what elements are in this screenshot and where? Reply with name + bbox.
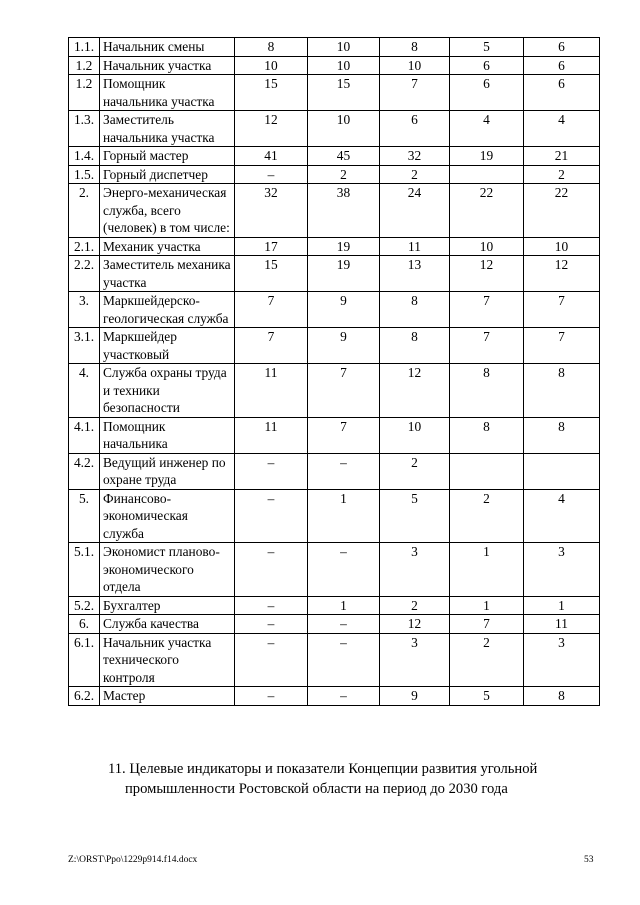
value-cell: 10: [380, 56, 450, 75]
position-name: Финансово-экономическая служба: [100, 489, 235, 543]
table-row: [69, 237, 600, 256]
position-name: Начальник участка: [100, 56, 235, 75]
value-cell: 1: [524, 596, 600, 615]
value-cell: 7: [308, 417, 380, 453]
table-row: [69, 633, 600, 687]
table-row: [69, 543, 600, 597]
value-cell: 22: [450, 184, 524, 238]
value-cell: 2: [380, 596, 450, 615]
value-cell: 12: [380, 615, 450, 634]
value-cell: –: [235, 687, 308, 706]
value-cell: 6: [524, 56, 600, 75]
value-cell: 1: [450, 596, 524, 615]
value-cell: 22: [524, 184, 600, 238]
table-row: [69, 615, 600, 634]
value-cell: 5: [450, 687, 524, 706]
value-cell: 6: [524, 75, 600, 111]
row-number: 6.2.: [69, 687, 100, 706]
value-cell: 10: [308, 111, 380, 147]
position-name: Мастер: [100, 687, 235, 706]
row-number: 2.1.: [69, 237, 100, 256]
value-cell: 2: [380, 453, 450, 489]
value-cell: 4: [524, 111, 600, 147]
value-cell: 11: [380, 237, 450, 256]
value-cell: 9: [308, 292, 380, 328]
value-cell: 8: [524, 364, 600, 418]
page-number: 53: [584, 855, 594, 865]
position-name: Начальник смены: [100, 38, 235, 57]
value-cell: 8: [235, 38, 308, 57]
table-row: [69, 328, 600, 364]
position-name: Горный мастер: [100, 147, 235, 166]
value-cell: 8: [450, 364, 524, 418]
position-name: Помощник начальника: [100, 417, 235, 453]
value-cell: –: [235, 453, 308, 489]
value-cell: 11: [524, 615, 600, 634]
value-cell: –: [235, 543, 308, 597]
position-name: Экономист планово-экономического отдела: [100, 543, 235, 597]
value-cell: 10: [235, 56, 308, 75]
value-cell: 6: [450, 56, 524, 75]
value-cell: 8: [380, 292, 450, 328]
value-cell: 6: [380, 111, 450, 147]
value-cell: 19: [308, 256, 380, 292]
position-name: Служба качества: [100, 615, 235, 634]
row-number: 6.: [69, 615, 100, 634]
position-name: Служба охраны труда и техники безопасности: [100, 364, 235, 418]
table-row: [69, 147, 600, 166]
value-cell: 6: [450, 75, 524, 111]
position-name: Энерго-механическая служба, всего (человек) в том числе:: [100, 184, 235, 238]
value-cell: 24: [380, 184, 450, 238]
table-row: [69, 687, 600, 706]
value-cell: –: [308, 615, 380, 634]
value-cell: [450, 453, 524, 489]
row-number: 3.1.: [69, 328, 100, 364]
value-cell: –: [235, 596, 308, 615]
value-cell: 2: [450, 633, 524, 687]
row-number: 5.: [69, 489, 100, 543]
table-row: [69, 292, 600, 328]
value-cell: 7: [524, 328, 600, 364]
position-name: Бухгалтер: [100, 596, 235, 615]
row-number: 4.2.: [69, 453, 100, 489]
value-cell: 19: [450, 147, 524, 166]
value-cell: 3: [524, 633, 600, 687]
position-name: Начальник участка технического контроля: [100, 633, 235, 687]
row-number: 3.: [69, 292, 100, 328]
value-cell: 8: [380, 328, 450, 364]
row-number: 2.: [69, 184, 100, 238]
section-heading-line-1: 11. Целевые индикаторы и показатели Концепции развития угольной: [108, 761, 538, 777]
value-cell: 15: [235, 256, 308, 292]
position-name: Механик участка: [100, 237, 235, 256]
value-cell: [524, 453, 600, 489]
table-row: [69, 256, 600, 292]
row-number: 4.: [69, 364, 100, 418]
table-row: [69, 596, 600, 615]
value-cell: 15: [308, 75, 380, 111]
row-number: 1.4.: [69, 147, 100, 166]
table-row: [69, 184, 600, 238]
row-number: 2.2.: [69, 256, 100, 292]
value-cell: 19: [308, 237, 380, 256]
section-heading: [108, 759, 578, 799]
value-cell: 7: [235, 328, 308, 364]
value-cell: 2: [524, 165, 600, 184]
value-cell: 5: [450, 38, 524, 57]
row-number: 1.2: [69, 75, 100, 111]
value-cell: 5: [380, 489, 450, 543]
value-cell: 41: [235, 147, 308, 166]
row-number: 1.3.: [69, 111, 100, 147]
value-cell: –: [308, 543, 380, 597]
value-cell: 7: [308, 364, 380, 418]
row-number: 6.1.: [69, 633, 100, 687]
row-number: 1.5.: [69, 165, 100, 184]
value-cell: 12: [235, 111, 308, 147]
value-cell: 7: [524, 292, 600, 328]
value-cell: 8: [380, 38, 450, 57]
value-cell: 12: [380, 364, 450, 418]
value-cell: 6: [524, 38, 600, 57]
value-cell: –: [235, 615, 308, 634]
table-row: [69, 165, 600, 184]
value-cell: 10: [380, 417, 450, 453]
value-cell: 2: [308, 165, 380, 184]
value-cell: 1: [450, 543, 524, 597]
table-row: [69, 453, 600, 489]
value-cell: 7: [450, 292, 524, 328]
value-cell: 7: [450, 328, 524, 364]
value-cell: 9: [308, 328, 380, 364]
value-cell: 3: [380, 633, 450, 687]
table-row: [69, 56, 600, 75]
position-name: Маркшейдерско-геологическая служба: [100, 292, 235, 328]
table-body: [69, 38, 600, 706]
value-cell: 8: [524, 417, 600, 453]
value-cell: –: [235, 489, 308, 543]
row-number: 4.1.: [69, 417, 100, 453]
value-cell: 7: [380, 75, 450, 111]
table-row: [69, 417, 600, 453]
value-cell: 15: [235, 75, 308, 111]
value-cell: [450, 165, 524, 184]
value-cell: 9: [380, 687, 450, 706]
value-cell: 38: [308, 184, 380, 238]
value-cell: 7: [450, 615, 524, 634]
value-cell: 10: [308, 56, 380, 75]
value-cell: 2: [380, 165, 450, 184]
value-cell: 4: [450, 111, 524, 147]
value-cell: 32: [235, 184, 308, 238]
staffing-table: [68, 37, 600, 706]
position-name: Заместитель начальника участка: [100, 111, 235, 147]
table-row: [69, 75, 600, 111]
value-cell: 11: [235, 364, 308, 418]
position-name: Заместитель механика участка: [100, 256, 235, 292]
table-row: [69, 38, 600, 57]
row-number: 5.2.: [69, 596, 100, 615]
value-cell: 1: [308, 489, 380, 543]
position-name: Помощник начальника участка: [100, 75, 235, 111]
value-cell: 12: [450, 256, 524, 292]
value-cell: 11: [235, 417, 308, 453]
value-cell: 45: [308, 147, 380, 166]
value-cell: 3: [380, 543, 450, 597]
value-cell: –: [308, 687, 380, 706]
value-cell: 8: [450, 417, 524, 453]
value-cell: 2: [450, 489, 524, 543]
value-cell: 4: [524, 489, 600, 543]
value-cell: 10: [524, 237, 600, 256]
value-cell: 10: [308, 38, 380, 57]
value-cell: 13: [380, 256, 450, 292]
value-cell: –: [235, 633, 308, 687]
value-cell: 17: [235, 237, 308, 256]
row-number: 1.1.: [69, 38, 100, 57]
section-heading-line-2: промышленности Ростовской области на период до 2030 года: [125, 781, 508, 797]
row-number: 5.1.: [69, 543, 100, 597]
row-number: 1.2: [69, 56, 100, 75]
value-cell: 32: [380, 147, 450, 166]
position-name: Горный диспетчер: [100, 165, 235, 184]
value-cell: 7: [235, 292, 308, 328]
value-cell: 21: [524, 147, 600, 166]
table-row: [69, 111, 600, 147]
value-cell: 10: [450, 237, 524, 256]
table-row: [69, 489, 600, 543]
value-cell: –: [308, 633, 380, 687]
footer-file-path: Z:\ORST\Ppo\1229p914.f14.docx: [68, 855, 198, 865]
position-name: Маркшейдер участковый: [100, 328, 235, 364]
value-cell: 8: [524, 687, 600, 706]
position-name: Ведущий инженер по охране труда: [100, 453, 235, 489]
value-cell: –: [308, 453, 380, 489]
value-cell: 12: [524, 256, 600, 292]
value-cell: 3: [524, 543, 600, 597]
table-row: [69, 364, 600, 418]
value-cell: –: [235, 165, 308, 184]
value-cell: 1: [308, 596, 380, 615]
